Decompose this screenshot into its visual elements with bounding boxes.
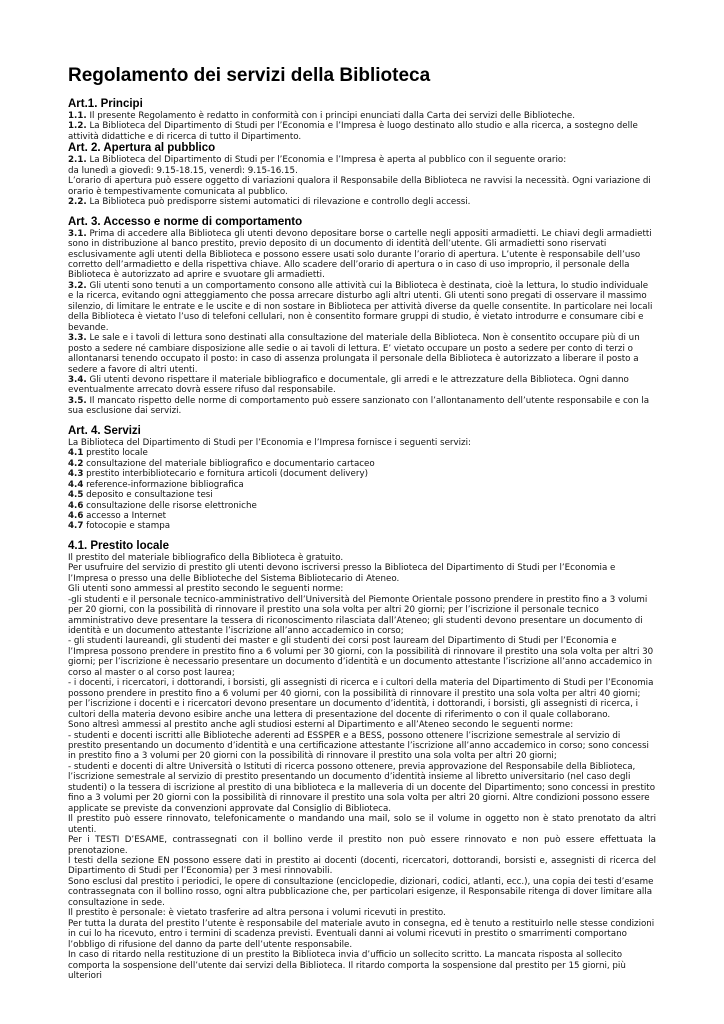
clause-number: 4.2 [68,458,84,469]
paragraph-text: Sono esclusi dal prestito i periodici, le opere di consultazione (enciclopedie, dizionari, codici, atlanti, ecc.), una copia dei testi d’esame contrassegnata con il bollino rosso, ogni altra pubblicazione che, per particolari esigenze, il Responsabile ritenga di dover limitare alla consultazione in sede. [68,876,654,908]
paragraph-text: La Biblioteca del Dipartimento di Studi per l’Economia e l’Impresa è luogo destinato allo studio e alla ricerca, a sostegno delle attività didattiche e di ricerca di tutto il Dipartimento. [68,121,638,142]
paragraph-text: - gli studenti laureandi, gli studenti dei master e gli studenti dei corsi post lauream del Dipartimento di Studi per l’Economia e l’Impresa possono prendere in prestito fino a 6 volumi per 30 giorni, con la possibilità di rinnovare il prestito una sola volta per altri 30 giorni; per l’iscrizione è necessario presentare un documento d’identità e un documento attestante l’iscrizione all’anno accademico in corso al master o al corso post laurea; [68,636,654,678]
paragraph-text: Il prestito del materiale bibliografico della Biblioteca è gratuito. [68,552,344,563]
clause-number: 4.6 [68,510,84,521]
paragraph [68,814,656,835]
clause-number: 1.1. [68,111,87,121]
paragraph-text: da lunedì a giovedì: 9.15-18.15, venerdì: 9.15-16.15. [68,165,298,176]
paragraph [68,375,656,396]
paragraph [68,469,656,479]
paragraph [68,731,656,762]
section-heading: Art.1. Principi [68,98,143,110]
clause-number: 3.2. [68,280,87,291]
paragraph [68,480,656,490]
paragraph-text: La Biblioteca può predisporre sistemi automatici di rilevazione e controllo degli accessi. [86,197,471,208]
paragraph-text: La Biblioteca del Dipartimento di Studi per l’Economia e l’Impresa fornisce i seguenti servizi: [68,437,471,448]
paragraph [68,166,656,176]
paragraph-text: - i docenti, i ricercatori, i dottorandi, i borsisti, gli assegnisti di ricerca e i cultori della materia del Dipartimento di Studi per l’Economia possono prendere in prestito fino a 6 volumi per 40 giorni, con la possibilità di rinnovare il prestito una sola volta per altri 40 giorni; per l’iscrizione i docenti e i ricercatori devono presentare un documento d’identità, i dottorandi, i borsisti, gli assegnisti di ricerca, i cultori della materia devono esibire anche una lettera di presentazione del docente di riferimento o con il quale collaborano. [68,678,654,720]
paragraph-text: Le sale e i tavoli di lettura sono destinati alla consultazione del materiale della Biblioteca. Non è consentito occupare più di un posto a sedere né cambiare disposizione alle sedie o ai tavoli di lettura. E’ vietato occupare un posto a sedere per conto di terzi o allontanarsi tenendo occupato il posto: in caso di assenza prolungata il personale della Biblioteca è autorizzato a liberare il posto a sedere a favore di altri utenti. [68,333,640,375]
paragraph-text: accesso a Internet [83,510,167,521]
paragraph-text: -gli studenti e il personale tecnico-amministrativo dell’Università del Piemonte Orientale possono prendere in prestito fino a 3 volumi per 20 giorni, con la possibilità di rinnovare il prestito una sola volta per altri 20 giorni; per l’iscrizione il personale tecnico amministrativo deve presentare la tessera di riconoscimento rilasciata dall’Ateneo; gli studenti devono presentare un documento di identità e un documento attestante l’iscrizione all’anno accademico in corso; [68,594,648,637]
clause-number: 4.5 [68,490,84,501]
paragraph-text: Per tutta la durata del prestito l’utente è responsabile del materiale avuto in consegna, ed è tenuto a restituirlo nelle stesse condizioni in cui lo ha ricevuto, entro i termini di scadenza previsti. Eventuali danni ai volumi ricevuti in prestito o smarrimenti comportano l’obbligo di rifusione del danno da parte dell’utente responsabile. [68,918,655,950]
paragraph-text: Per usufruire del servizio di prestito gli utenti devono iscriversi presso la Biblioteca del Dipartimento di Studi per l’Economia e l’Impresa o presso una delle Biblioteche del Sistema Bibliotecario di Ateneo. [68,563,616,584]
paragraph [68,155,656,165]
paragraph [68,511,656,521]
clause-number: 2.2. [68,197,87,208]
paragraph [68,121,656,142]
paragraph [68,563,656,584]
clause-number: 4.6 [68,500,84,511]
paragraph [68,720,656,730]
paragraph-text: reference-informazione bibliografica [83,479,244,490]
paragraph [68,553,656,563]
paragraph [68,281,656,333]
paragraph [68,459,656,469]
section [68,540,656,982]
paragraph-text: fotocopie e stampa [83,521,171,532]
paragraph [68,176,656,197]
sections-container [68,98,656,981]
paragraph [68,448,656,458]
paragraph [68,197,656,207]
paragraph-text: prestito interbibliotecario e fornitura articoli (document delivery) [83,469,369,480]
paragraph-text: Prima di accedere alla Biblioteca gli utenti devono depositare borse o cartelle negli appositi armadietti. Le chiavi degli armadietti sono in distribuzione al banco prestito, previo deposito di un documento di identità dell’utente. Gli armadietti sono riservati esclusivamente agli utenti della Biblioteca e possono essere usati solo durante l’orario di apertura. L’utente è responsabile dell’uso corretto dell’armadietto e della rispettiva chiave. Allo scadere dell’orario di apertura o in caso di uso improprio, il personale della Biblioteca è autorizzato ad aprire e svuotare gli armadietti. [68,228,652,281]
paragraph [68,333,656,375]
paragraph [68,762,656,814]
paragraph-text: prestito locale [83,448,148,459]
clause-number: 3.1. [68,228,87,239]
section-heading: Art. 3. Accesso e norme di comportamento [68,215,303,228]
paragraph-text: Gli utenti sono tenuti a un comportamento consono alle attività cui la Biblioteca è destinata, cioè la lettura, lo studio individuale e la ricerca, evitando ogni atteggiamento che possa arrecare disturbo agli altri utenti. Gli utenti sono pregati di osservare il massimo silenzio, di limitare le entrate e le uscite e di non sostare in Biblioteca per attività diverse da quelle consentite. In particolare nei locali della Biblioteca è vietato l’uso di telefoni cellulari, non è consentito formare gruppi di studio, è vietato introdurre e consumare cibi e bevande. [68,280,653,333]
paragraph [68,111,656,121]
paragraph-text: In caso di ritardo nella restituzione di un prestito la Biblioteca invia d’ufficio un sollecito scritto. La mancata risposta al sollecito comporta la sospensione dell’utente dai servizi della Biblioteca. Il ritardo comporta la sospensione dal prestito per 15 giorni, più ulteriori [68,950,626,981]
paragraph-text: Gli utenti sono ammessi al prestito secondo le seguenti norme: [68,584,344,595]
paragraph-text: Il mancato rispetto delle norme di comportamento può essere sanzionato con l’allontanamento dell’utente responsabile e con la sua esclusione dai servizi. [68,395,650,417]
clause-number: 4.3 [68,469,84,480]
paragraph [68,490,656,500]
paragraph-text: Il prestito è personale: è vietato trasferire ad altra persona i volumi ricevuti in prestito. [68,908,446,919]
paragraph [68,919,656,950]
paragraph [68,595,656,637]
section [68,216,656,417]
paragraph [68,584,656,594]
paragraph [68,856,656,877]
paragraph [68,950,656,981]
paragraph-text: Per i TESTI D’ESAME, contrassegnati con il bollino verde il prestito non può essere rinnovato e non può essere effettuata la prenotazione. [68,835,656,856]
clause-number: 3.4. [68,374,87,385]
paragraph [68,636,656,678]
clause-number: 4.1 [68,448,84,459]
paragraph-text: Il presente Regolamento è redatto in conformità con i principi enunciati dalla Carta dei servizi delle Biblioteche. [86,111,575,121]
section-heading: 4.1. Prestito locale [68,539,169,552]
paragraph [68,501,656,511]
paragraph-text: deposito e consultazione tesi [83,490,213,501]
clause-number: 3.5. [68,395,87,406]
section [68,98,656,142]
paragraph-text: - studenti e docenti iscritti alle Biblioteche aderenti ad ESSPER e a BESS, possono ottenere l’iscrizione semestrale al servizio di prestito presentando un documento d’identità e una certificazione attestante l’iscrizione all’anno accademico in corso; sono concessi in prestito fino a 3 volumi per 20 giorni con la possibilità di rinnovare il prestito una sola volta per altri 20 giorni; [68,730,649,762]
section-heading: Art. 4. Servizi [68,424,141,437]
paragraph [68,396,656,417]
document-body [68,64,656,989]
paragraph-text: consultazione del materiale bibliografico e documentario cartaceo [83,458,375,469]
paragraph [68,835,656,856]
section [68,142,656,207]
paragraph-text: I testi della sezione EN possono essere dati in prestito ai docenti (docenti, ricercatori, dottorandi, borsisti e, assegnisti di ricerca del Dipartimento di Studi per l’Economia) per 3 mesi rinnovabili. [68,856,656,877]
paragraph [68,521,656,531]
paragraph-text: Sono altresì ammessi al prestito anche agli studiosi esterni al Dipartimento e all’Ateneo secondo le seguenti norme: [68,720,574,731]
clause-number: 2.1. [68,155,87,166]
paragraph [68,438,656,448]
paragraph-text: - studenti e docenti di altre Università o Istituti di ricerca possono ottenere, previa approvazione del Responsabile della Biblioteca, l’iscrizione semestrale al servizio di prestito presentando un documento d’identità insieme al libretto universitario (nel caso degli studenti) o la tessera di iscrizione al prestito di una biblioteca e la malleveria di un docente del Dipartimento; sono concessi in prestito fino a 3 volumi per 20 giorni con la possibilità di rinnovare il prestito una sola volta per altri 20 giorni. Altre condizioni possono essere applicate se previste da convenzioni approvate dal Consiglio di Biblioteca. [68,761,656,814]
paragraph-text: Il prestito può essere rinnovato, telefonicamente o mandando una mail, solo se il volume in oggetto non è stato prenotato da altri utenti. [68,814,656,835]
section [68,425,656,532]
clause-number: 3.3. [68,333,87,344]
paragraph [68,678,656,720]
clause-number: 4.4 [68,479,84,490]
paragraph [68,877,656,908]
paragraph-text: L’orario di apertura può essere oggetto di variazioni qualora il Responsabile della Biblioteca ne ravvisi la necessità. Ogni variazione di orario è tempestivamente comunicata al pubblico. [68,176,651,197]
page-title: Regolamento dei servizi della Biblioteca [68,65,431,86]
paragraph [68,229,656,281]
paragraph-text: Gli utenti devono rispettare il materiale bibliografico e documentale, gli arredi e le attrezzature della Biblioteca. Ogni danno eventualmente arrecato dovrà essere rifuso dal responsabile. [68,374,629,396]
clause-number: 1.2. [68,121,87,132]
section-heading: Art. 2. Apertura al pubblico [68,142,216,155]
paragraph-text: consultazione delle risorse elettroniche [83,500,257,511]
paragraph-text: La Biblioteca del Dipartimento di Studi per l’Economia e l’Impresa è aperta al pubblico con il seguente orario: [86,155,567,166]
clause-number: 4.7 [68,521,84,532]
paragraph [68,908,656,918]
